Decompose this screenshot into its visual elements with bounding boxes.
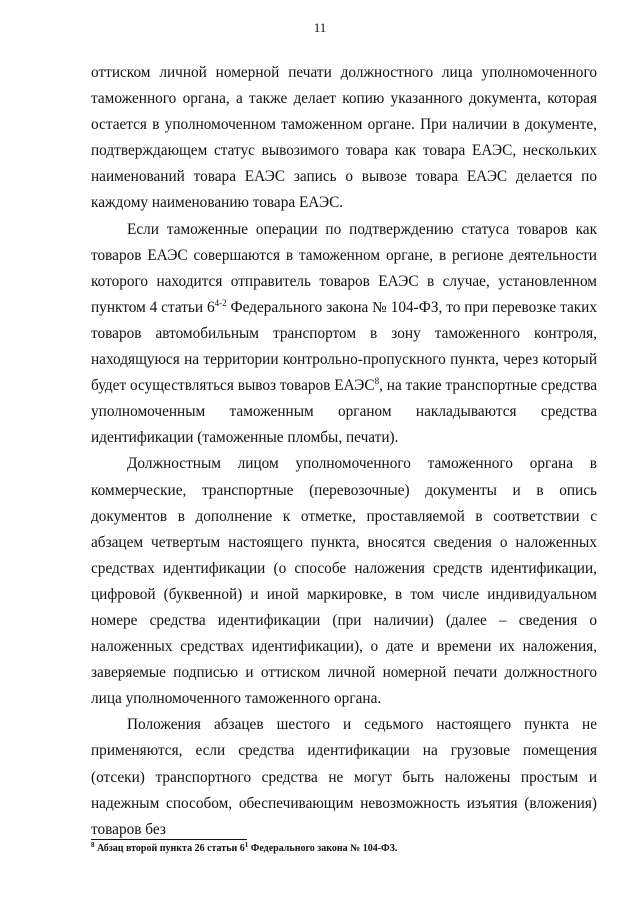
paragraph-4: Положения абзацев шестого и седьмого настоящего пункта не применяются, если средства идентификации на грузовые помещения (отсеки) транспортного средства не могут быть наложены простым и надежным способом, обеспечивающим невозможность изъятия (вложения) товаров без xyxy=(91,716,597,838)
paragraph-2-part-c: , на такие транспортные средства уполномоченным таможенным органом накладываются средства идентификации (таможенные пломбы, печати). xyxy=(91,377,597,447)
paragraph-1: оттиском личной номерной печати должностного лица уполномоченного таможенного органа, а также делает копию указанного документа, которая остается в уполномоченном таможенном органе. При наличии в документе, подтверждающем статус вывозимого товара как товара ЕАЭС, нескольких наименований товара ЕАЭС запись о вывозе товара ЕАЭС делается по каждому наименованию товара ЕАЭС. xyxy=(91,64,597,212)
footnote-divider xyxy=(91,839,247,840)
paragraph-2 xyxy=(91,217,597,452)
paragraph-2-part-a: Если таможенные операции по подтверждению статуса товаров как товаров ЕАЭС совершаются в таможенном органе, в регионе деятельности которого находится отправитель товаров ЕАЭС в случае, установленном пунктом 4 статьи 6 xyxy=(91,220,597,316)
paragraph-2-part-b: Федерального закона № 104-ФЗ, то при перевозке таких товаров автомобильным транспортом в зону таможенного контроля, находящуюся на территории контрольно-пропускного пункта, через который будет осуществляться вывоз товаров ЕАЭС xyxy=(91,298,597,395)
paragraph-3: Должностным лицом уполномоченного таможенного органа в коммерческие, транспортные (перевозочные) документы и в опись документов в дополнение к отметке, проставляемой в соответствии с абзацем четвертым настоящего пункта, вносятся сведения о наложенных средствах идентификации (о способе наложения средств идентификации, цифровой (буквенной) и иной маркировке, в том числе индивидуальном номере средства идентификации (при наличии) (далее – сведения о наложенных средствах идентификации), о дате и времени их наложения, заверяемые подписью и оттиском личной номерной печати должностного лица уполномоченного таможенного органа. xyxy=(91,455,597,708)
page-number: 11 xyxy=(313,20,327,35)
footnote-reference-8: 8 xyxy=(374,376,380,387)
footnote-text-a: Абзац второй пункта 26 статьи 6 xyxy=(94,843,245,854)
superscript-4-2: 4-2 xyxy=(214,297,227,308)
footnote xyxy=(91,842,597,856)
footnote-text-b: Федерального закона № 104-ФЗ. xyxy=(248,843,398,854)
body-text xyxy=(91,60,597,843)
footnote-marker: 8 xyxy=(91,841,95,849)
footnote-superscript-1: 1 xyxy=(244,841,249,849)
